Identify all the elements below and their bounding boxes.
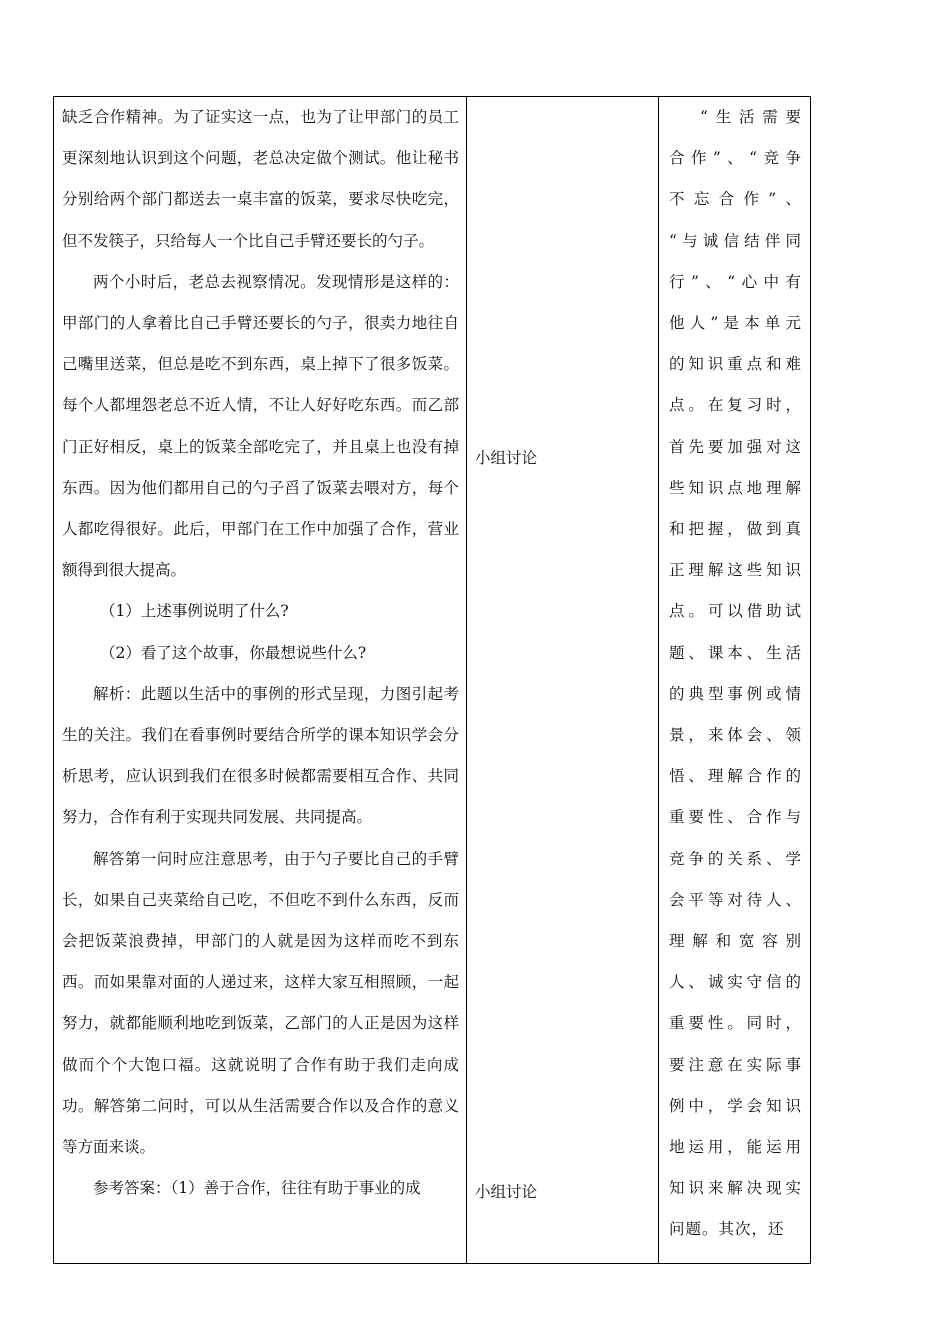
- design-intent-line: “与诚信结伴同: [669, 231, 802, 250]
- activity-label: 小组讨论: [475, 449, 538, 467]
- design-intent-line: 会平等对待人、: [669, 890, 802, 909]
- design-intent-line: 题、课本、生活: [669, 643, 802, 662]
- design-intent-line: 点。可以借助试: [669, 602, 802, 621]
- design-intent-line: 理解和宽容别: [669, 932, 802, 951]
- design-intent-line: 重要性。同时，: [669, 1014, 802, 1033]
- design-intent-line: 点。在复习时，: [669, 396, 802, 415]
- design-intent-line: 些知识点地理解: [669, 478, 802, 497]
- design-intent-line: 竞争的关系、学: [669, 849, 802, 868]
- design-intent-line: 悟、理解合作的: [669, 767, 802, 786]
- design-intent-line: 首先要加强对这: [669, 437, 802, 456]
- design-intent-line: 合作”、“竞争: [669, 149, 802, 168]
- reference-answer: 参考答案：（1）善于合作，往往有助于事业的成: [93, 1179, 421, 1198]
- design-intent-line: 要注意在实际事: [669, 1055, 802, 1074]
- design-intent-line: 的知识重点和难: [669, 355, 802, 374]
- column-divider: [658, 97, 659, 1263]
- content-column: [62, 97, 459, 1209]
- design-intent-line: 地运用，能运用: [669, 1138, 802, 1157]
- design-intent-line: 问题。其次，还: [669, 1220, 785, 1239]
- analysis-paragraph: 解析：此题以生活中的事例的形式呈现，力图引起考生的关注。我们在看事例时要结合所学的课本知识学会分析思考，应认识到我们在很多时候都需要相互合作、共同努力，合作有利于实现共同发展、共同提高。: [62, 684, 459, 827]
- design-intent-line: “生活需要: [700, 108, 802, 126]
- question-1: （1）上述事例说明了什么?: [100, 602, 289, 621]
- design-intent-line: 景，来体会、领: [669, 726, 802, 745]
- design-intent-line: 行”、“心中有: [669, 272, 802, 291]
- activity-label: 小组讨论: [475, 1183, 538, 1201]
- design-intent-line: 人、诚实守信的: [669, 973, 802, 992]
- story-paragraph: 缺乏合作精神。为了证实这一点，也为了让甲部门的员工更深刻地认识到这个问题，老总决定做个测试。他让秘书分别给两个部门都送去一桌丰富的饭菜，要求尽快吃完，但不发筷子，只给每人一个比自己手臂还要长的勺子。: [62, 108, 459, 250]
- question-2: （2）看了这个故事，你最想说些什么?: [100, 643, 367, 662]
- design-intent-line: 的典型事例或情: [669, 684, 802, 703]
- solution-paragraph: 解答第一问时应注意思考，由于勺子要比自己的手臂长，如果自己夹菜给自己吃，不但吃不到什么东西，反而会把饭菜浪费掉，甲部门的人就是因为这样而吃不到东西。而如果靠对面的人递过来，这样大家互相照顾，一起努力，就都能顺利地吃到饭菜，乙部门的人正是因为这样做而个个大饱口福。这就说明了合作有助于我们走向成功。解答第二问时，可以从生活需要合作以及合作的意义等方面来谈。: [62, 849, 459, 1157]
- design-intent-column: [669, 97, 802, 1251]
- design-intent-line: 他人”是本单元: [669, 314, 802, 333]
- story-paragraph: 两个小时后，老总去视察情况。发现情形是这样的：甲部门的人拿着比自己手臂还要长的勺子，很卖力地往自己嘴里送菜，但总是吃不到东西，桌上掉下了很多饭菜。每个人都埋怨老总不近人情，不让人好好吃东西。而乙部门正好相反，桌上的饭菜全部吃完了，并且桌上也没有掉东西。因为他们都用自己的勺子舀了饭菜去喂对方，每个人都吃得很好。此后，甲部门在工作中加强了合作，营业额得到很大提高。: [62, 272, 459, 580]
- design-intent-line: 和把握，做到真: [669, 520, 802, 539]
- lesson-table: [53, 96, 811, 1264]
- design-intent-line: 例中，学会知识: [669, 1096, 802, 1115]
- design-intent-line: 重要性、合作与: [669, 808, 802, 827]
- design-intent-line: 知识来解决现实: [669, 1179, 802, 1198]
- design-intent-line: 正理解这些知识: [669, 561, 802, 580]
- column-divider: [466, 97, 467, 1263]
- design-intent-line: 不忘合作”、: [669, 190, 802, 209]
